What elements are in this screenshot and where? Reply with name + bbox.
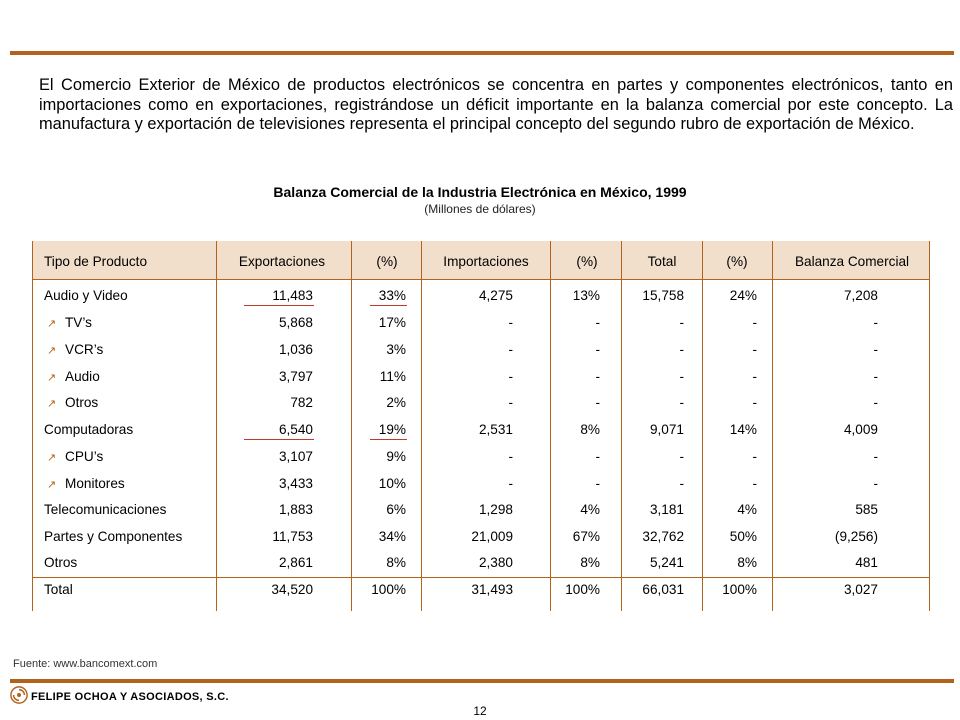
row-label bbox=[47, 342, 103, 359]
row-label-text: CPU’s bbox=[65, 449, 104, 464]
bottom-rule bbox=[10, 679, 954, 683]
column-header: (%) bbox=[576, 254, 598, 269]
table-cell: 11,753 bbox=[272, 529, 313, 544]
column-header: (%) bbox=[726, 254, 748, 269]
table-cell: - bbox=[679, 395, 684, 410]
table-cell: - bbox=[508, 315, 513, 330]
column-header: Importaciones bbox=[443, 254, 529, 269]
table-cell: - bbox=[873, 315, 878, 330]
row-label-text: Otros bbox=[65, 395, 99, 410]
table-cell: 3,027 bbox=[843, 582, 878, 597]
table-cell: - bbox=[595, 476, 600, 491]
table-cell: 4,009 bbox=[843, 422, 878, 437]
table-cell: - bbox=[873, 369, 878, 384]
arrow-bullet-icon: ↗ bbox=[47, 318, 57, 330]
highlight-underline bbox=[370, 305, 407, 306]
trade-balance-table bbox=[32, 241, 930, 611]
table-cell: 2% bbox=[386, 395, 406, 410]
table-cell: - bbox=[595, 342, 600, 357]
table-cell: 100% bbox=[722, 582, 757, 597]
column-divider bbox=[929, 241, 930, 611]
source-note: Fuente: www.bancomext.com bbox=[13, 658, 158, 670]
table-cell: 9,071 bbox=[649, 422, 684, 437]
table-cell: - bbox=[508, 342, 513, 357]
table-cell: - bbox=[595, 395, 600, 410]
table-cell: 4% bbox=[737, 502, 757, 517]
row-label-text: TV’s bbox=[65, 315, 92, 330]
row-label: Telecomunicaciones bbox=[44, 502, 167, 517]
row-label bbox=[47, 395, 98, 412]
table-cell: 50% bbox=[729, 529, 757, 544]
table-cell: 6% bbox=[386, 502, 406, 517]
table-cell: 24% bbox=[729, 288, 757, 303]
arrow-bullet-icon: ↗ bbox=[47, 345, 57, 357]
table-cell: - bbox=[873, 342, 878, 357]
table-cell: 11,483 bbox=[272, 288, 313, 303]
table-cell: 9% bbox=[386, 449, 406, 464]
table-cell: - bbox=[508, 476, 513, 491]
company-name: FELIPE OCHOA Y ASOCIADOS, S.C. bbox=[31, 691, 229, 703]
table-title: Balanza Comercial de la Industria Electrónica en México, 1999 bbox=[273, 184, 687, 200]
table-cell: - bbox=[752, 449, 757, 464]
arrow-bullet-icon: ↗ bbox=[47, 398, 57, 410]
table-cell: - bbox=[679, 369, 684, 384]
table-cell: - bbox=[595, 449, 600, 464]
table-cell: 8% bbox=[737, 555, 757, 570]
table-cell: 66,031 bbox=[642, 582, 684, 597]
table-cell: 17% bbox=[378, 315, 406, 330]
column-header: Balanza Comercial bbox=[794, 254, 910, 269]
table-cell: 5,241 bbox=[649, 555, 684, 570]
table-cell: - bbox=[752, 342, 757, 357]
table-cell: 4% bbox=[580, 502, 600, 517]
row-label bbox=[47, 476, 125, 493]
row-label: Audio y Video bbox=[44, 288, 128, 303]
table-cell: - bbox=[679, 449, 684, 464]
row-label bbox=[47, 369, 100, 386]
table-cell: 3,797 bbox=[278, 369, 313, 384]
table-cell: 67% bbox=[572, 529, 600, 544]
table-cell: 4,275 bbox=[478, 288, 513, 303]
table-cell: 1,883 bbox=[278, 502, 313, 517]
table-cell: 33% bbox=[378, 288, 406, 303]
table-cell: - bbox=[873, 476, 878, 491]
highlight-underline bbox=[370, 439, 407, 440]
table-cell: - bbox=[873, 449, 878, 464]
highlight-underline bbox=[244, 439, 314, 440]
column-divider bbox=[32, 241, 33, 611]
row-label: Partes y Componentes bbox=[44, 529, 183, 544]
table-cell: - bbox=[508, 449, 513, 464]
table-cell: 8% bbox=[386, 555, 406, 570]
column-divider bbox=[772, 241, 773, 611]
table-cell: 782 bbox=[290, 395, 313, 410]
table-cell: 32,762 bbox=[642, 529, 684, 544]
table-cell: - bbox=[752, 315, 757, 330]
column-header: Exportaciones bbox=[238, 254, 326, 269]
column-header: Total bbox=[647, 254, 677, 269]
table-cell: 3,433 bbox=[278, 476, 313, 491]
row-label-text: VCR’s bbox=[65, 342, 104, 357]
table-cell: 100% bbox=[565, 582, 600, 597]
column-header: (%) bbox=[376, 254, 398, 269]
table-cell: - bbox=[595, 315, 600, 330]
table-cell: - bbox=[595, 369, 600, 384]
table-cell: 1,298 bbox=[478, 502, 513, 517]
table-cell: - bbox=[508, 395, 513, 410]
top-rule bbox=[10, 51, 954, 55]
table-cell: 21,009 bbox=[471, 529, 513, 544]
table-cell: 19% bbox=[378, 422, 406, 437]
table-cell: - bbox=[752, 476, 757, 491]
table-subtitle: (Millones de dólares) bbox=[424, 202, 536, 216]
table-cell: 2,531 bbox=[478, 422, 513, 437]
table-cell: - bbox=[679, 476, 684, 491]
table-cell: - bbox=[752, 369, 757, 384]
row-label: Computadoras bbox=[44, 422, 134, 437]
table-cell: 481 bbox=[855, 555, 878, 570]
table-cell: - bbox=[508, 369, 513, 384]
table-cell: (9,256) bbox=[834, 529, 878, 544]
table-cell: - bbox=[679, 342, 684, 357]
row-label bbox=[47, 315, 92, 332]
table-cell: 3,107 bbox=[278, 449, 313, 464]
table-cell: - bbox=[679, 315, 684, 330]
highlight-underline bbox=[244, 305, 314, 306]
arrow-bullet-icon: ↗ bbox=[47, 372, 57, 384]
table-cell: 1,036 bbox=[278, 342, 313, 357]
table-cell: 10% bbox=[378, 476, 406, 491]
row-label bbox=[47, 449, 103, 466]
table-cell: 5,868 bbox=[278, 315, 313, 330]
table-cell: 2,380 bbox=[478, 555, 513, 570]
total-divider bbox=[32, 577, 930, 578]
table-cell: 14% bbox=[729, 422, 757, 437]
table-cell: 3,181 bbox=[649, 502, 684, 517]
page-number: 12 bbox=[473, 704, 487, 718]
table-cell: 11% bbox=[379, 369, 406, 384]
table-cell: 2,861 bbox=[278, 555, 313, 570]
total-row-label: Total bbox=[44, 582, 73, 597]
table-cell: 3% bbox=[386, 342, 406, 357]
table-cell: 34% bbox=[378, 529, 406, 544]
table-cell: 7,208 bbox=[843, 288, 878, 303]
table-cell: 585 bbox=[855, 502, 878, 517]
row-label: Otros bbox=[44, 555, 78, 570]
row-label-text: Monitores bbox=[65, 476, 125, 491]
table-cell: - bbox=[873, 395, 878, 410]
table-cell: 8% bbox=[580, 555, 600, 570]
column-header: Tipo de Producto bbox=[44, 254, 148, 269]
row-label-text: Audio bbox=[65, 369, 100, 384]
table-cell: 15,758 bbox=[642, 288, 684, 303]
table-cell: 13% bbox=[572, 288, 600, 303]
table-cell: - bbox=[752, 395, 757, 410]
intro-paragraph: El Comercio Exterior de México de productos electrónicos se concentra en partes y componentes electrónicos, tanto en importaciones como en exportaciones, registrándose un déficit importante en la balanza comercial por este concepto. La manufactura y exportación de televisiones representa el principal concepto del segundo rubro de exportación de México. bbox=[39, 76, 953, 133]
table-cell: 34,520 bbox=[271, 582, 313, 597]
arrow-bullet-icon: ↗ bbox=[47, 479, 57, 491]
table-cell: 6,540 bbox=[278, 422, 313, 437]
table-cell: 31,493 bbox=[471, 582, 513, 597]
company-logo-icon bbox=[10, 686, 28, 704]
table-cell: 8% bbox=[580, 422, 600, 437]
header-divider bbox=[32, 279, 930, 280]
table-cell: 100% bbox=[371, 582, 406, 597]
arrow-bullet-icon: ↗ bbox=[47, 452, 57, 464]
